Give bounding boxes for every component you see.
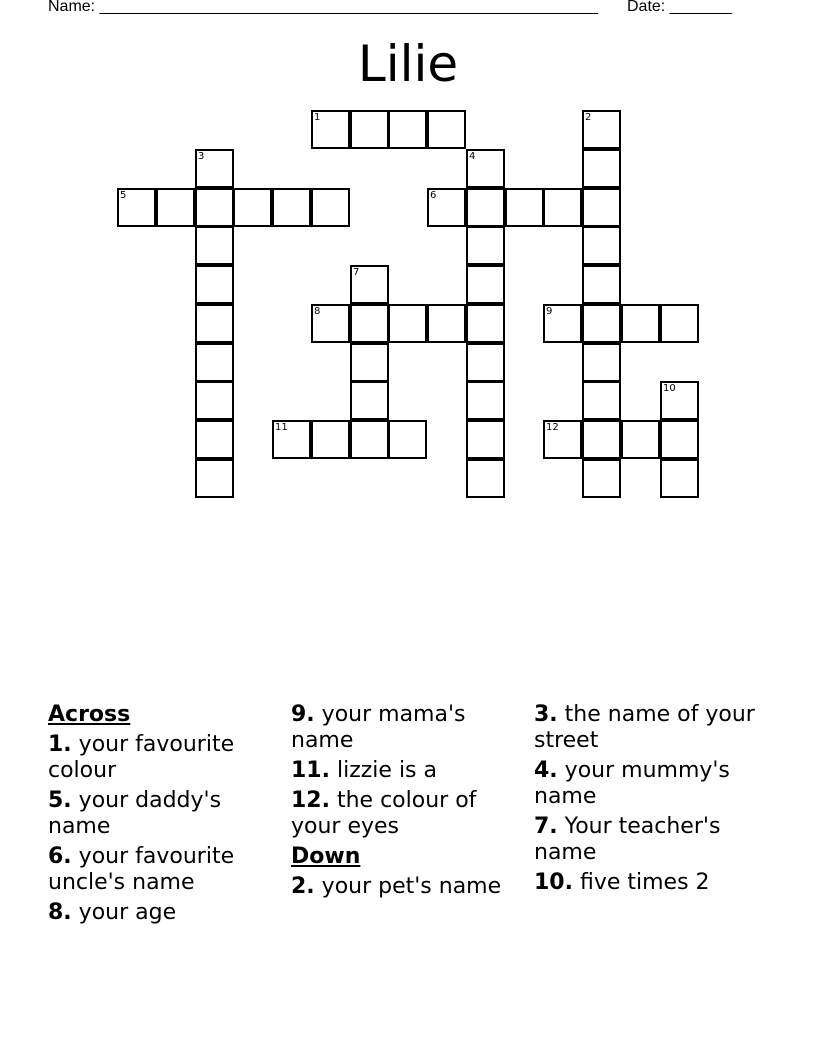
grid-cell[interactable]	[582, 265, 621, 304]
grid-cell[interactable]	[582, 381, 621, 420]
grid-cell[interactable]	[350, 110, 389, 149]
grid-cell[interactable]	[543, 420, 582, 459]
grid-cell[interactable]	[195, 226, 234, 265]
grid-cell[interactable]	[582, 188, 621, 227]
clue-number: 7.	[534, 814, 558, 839]
grid-cell[interactable]	[660, 304, 699, 343]
clue-number: 11.	[291, 758, 330, 783]
name-field-label: Name: ________________________________________________________	[48, 0, 598, 15]
clue-number: 6.	[48, 844, 72, 869]
cell-number: 10	[663, 383, 676, 394]
grid-cell[interactable]	[195, 188, 234, 227]
cell-number: 7	[353, 267, 360, 278]
clue-across-1	[48, 732, 273, 784]
grid-cell[interactable]	[427, 304, 466, 343]
grid-cell[interactable]	[582, 343, 621, 382]
grid-cell[interactable]	[350, 420, 389, 459]
grid-cell[interactable]	[311, 304, 350, 343]
grid-cell[interactable]	[466, 304, 505, 343]
grid-cell[interactable]	[195, 343, 234, 382]
clue-text: your favourite colour	[48, 732, 235, 783]
down-heading: Down	[291, 844, 361, 869]
clue-column-2	[291, 702, 519, 904]
cell-number: 2	[585, 112, 592, 123]
grid-cell[interactable]	[195, 459, 234, 498]
clue-column-1	[48, 702, 273, 930]
clue-text: your mummy's name	[534, 758, 730, 809]
grid-cell[interactable]	[311, 110, 350, 149]
grid-cell[interactable]	[427, 188, 466, 227]
clue-across-11	[291, 758, 519, 784]
cell-number: 9	[546, 306, 553, 317]
grid-cell[interactable]	[660, 381, 699, 420]
grid-cell[interactable]	[427, 110, 466, 149]
grid-cell[interactable]	[311, 420, 350, 459]
clue-across-8	[48, 900, 273, 926]
grid-cell[interactable]	[156, 188, 195, 227]
grid-cell[interactable]	[466, 188, 505, 227]
grid-cell[interactable]	[582, 226, 621, 265]
cell-number: 3	[198, 151, 205, 162]
grid-cell[interactable]	[350, 381, 389, 420]
grid-cell[interactable]	[195, 420, 234, 459]
grid-cell[interactable]	[233, 188, 272, 227]
grid-cell[interactable]	[505, 188, 544, 227]
grid-cell[interactable]	[195, 265, 234, 304]
cell-number: 5	[120, 190, 127, 201]
grid-cell[interactable]	[195, 304, 234, 343]
clue-number: 9.	[291, 702, 315, 727]
clue-number: 8.	[48, 900, 72, 925]
grid-cell[interactable]	[311, 188, 350, 227]
puzzle-title: Lilie	[357, 35, 459, 93]
grid-cell[interactable]	[272, 188, 311, 227]
clue-text: your pet's name	[321, 874, 502, 899]
clue-down-7	[534, 814, 764, 866]
cell-number: 6	[430, 190, 437, 201]
grid-cell[interactable]	[621, 304, 660, 343]
grid-cell[interactable]	[582, 110, 621, 149]
date-field-label: Date: _______	[627, 0, 732, 15]
grid-cell[interactable]	[195, 149, 234, 188]
clue-down-4	[534, 758, 764, 810]
grid-cell[interactable]	[388, 110, 427, 149]
clue-text: the colour of your eyes	[291, 788, 477, 839]
clue-number: 5.	[48, 788, 72, 813]
grid-cell[interactable]	[466, 420, 505, 459]
grid-cell[interactable]	[466, 149, 505, 188]
grid-cell[interactable]	[582, 459, 621, 498]
clue-text: your mama's name	[291, 702, 466, 753]
clue-text: lizzie is a	[336, 758, 437, 783]
clue-down-2	[291, 874, 519, 900]
grid-cell[interactable]	[466, 265, 505, 304]
clue-text: your age	[78, 900, 177, 925]
clue-text: the name of your street	[534, 702, 755, 753]
grid-cell[interactable]	[543, 304, 582, 343]
clue-number: 2.	[291, 874, 315, 899]
clue-text: five times 2	[579, 870, 710, 895]
clue-number: 4.	[534, 758, 558, 783]
clue-across-6	[48, 844, 273, 896]
grid-cell[interactable]	[582, 420, 621, 459]
clue-across-9	[291, 702, 519, 754]
clue-column-3	[534, 702, 764, 900]
clue-number: 12.	[291, 788, 330, 813]
clue-down-3	[534, 702, 764, 754]
grid-cell[interactable]	[272, 420, 311, 459]
cell-number: 12	[546, 422, 559, 433]
clue-text: Your teacher's name	[534, 814, 721, 865]
grid-cell[interactable]	[466, 343, 505, 382]
grid-cell[interactable]	[660, 420, 699, 459]
clue-number: 10.	[534, 870, 573, 895]
grid-cell[interactable]	[621, 420, 660, 459]
grid-cell[interactable]	[582, 149, 621, 188]
grid-cell[interactable]	[543, 188, 582, 227]
clue-number: 3.	[534, 702, 558, 727]
clue-text: your daddy's name	[48, 788, 222, 839]
cell-number: 1	[314, 112, 321, 123]
cell-number: 8	[314, 306, 321, 317]
clue-text: your favourite uncle's name	[48, 844, 235, 895]
grid-cell[interactable]	[388, 420, 427, 459]
clue-down-10	[534, 870, 764, 896]
grid-cell[interactable]	[350, 343, 389, 382]
grid-cell[interactable]	[582, 304, 621, 343]
clue-number: 1.	[48, 732, 72, 757]
grid-cell[interactable]	[117, 188, 156, 227]
cell-number: 4	[469, 151, 476, 162]
grid-cell[interactable]	[466, 381, 505, 420]
cell-number: 11	[275, 422, 288, 433]
grid-cell[interactable]	[660, 459, 699, 498]
grid-cell[interactable]	[350, 304, 389, 343]
grid-cell[interactable]	[466, 226, 505, 265]
grid-cell[interactable]	[350, 265, 389, 304]
grid-cell[interactable]	[466, 459, 505, 498]
clue-across-5	[48, 788, 273, 840]
grid-cell[interactable]	[195, 381, 234, 420]
grid-cell[interactable]	[388, 304, 427, 343]
clue-across-12	[291, 788, 519, 840]
across-heading: Across	[48, 702, 131, 727]
